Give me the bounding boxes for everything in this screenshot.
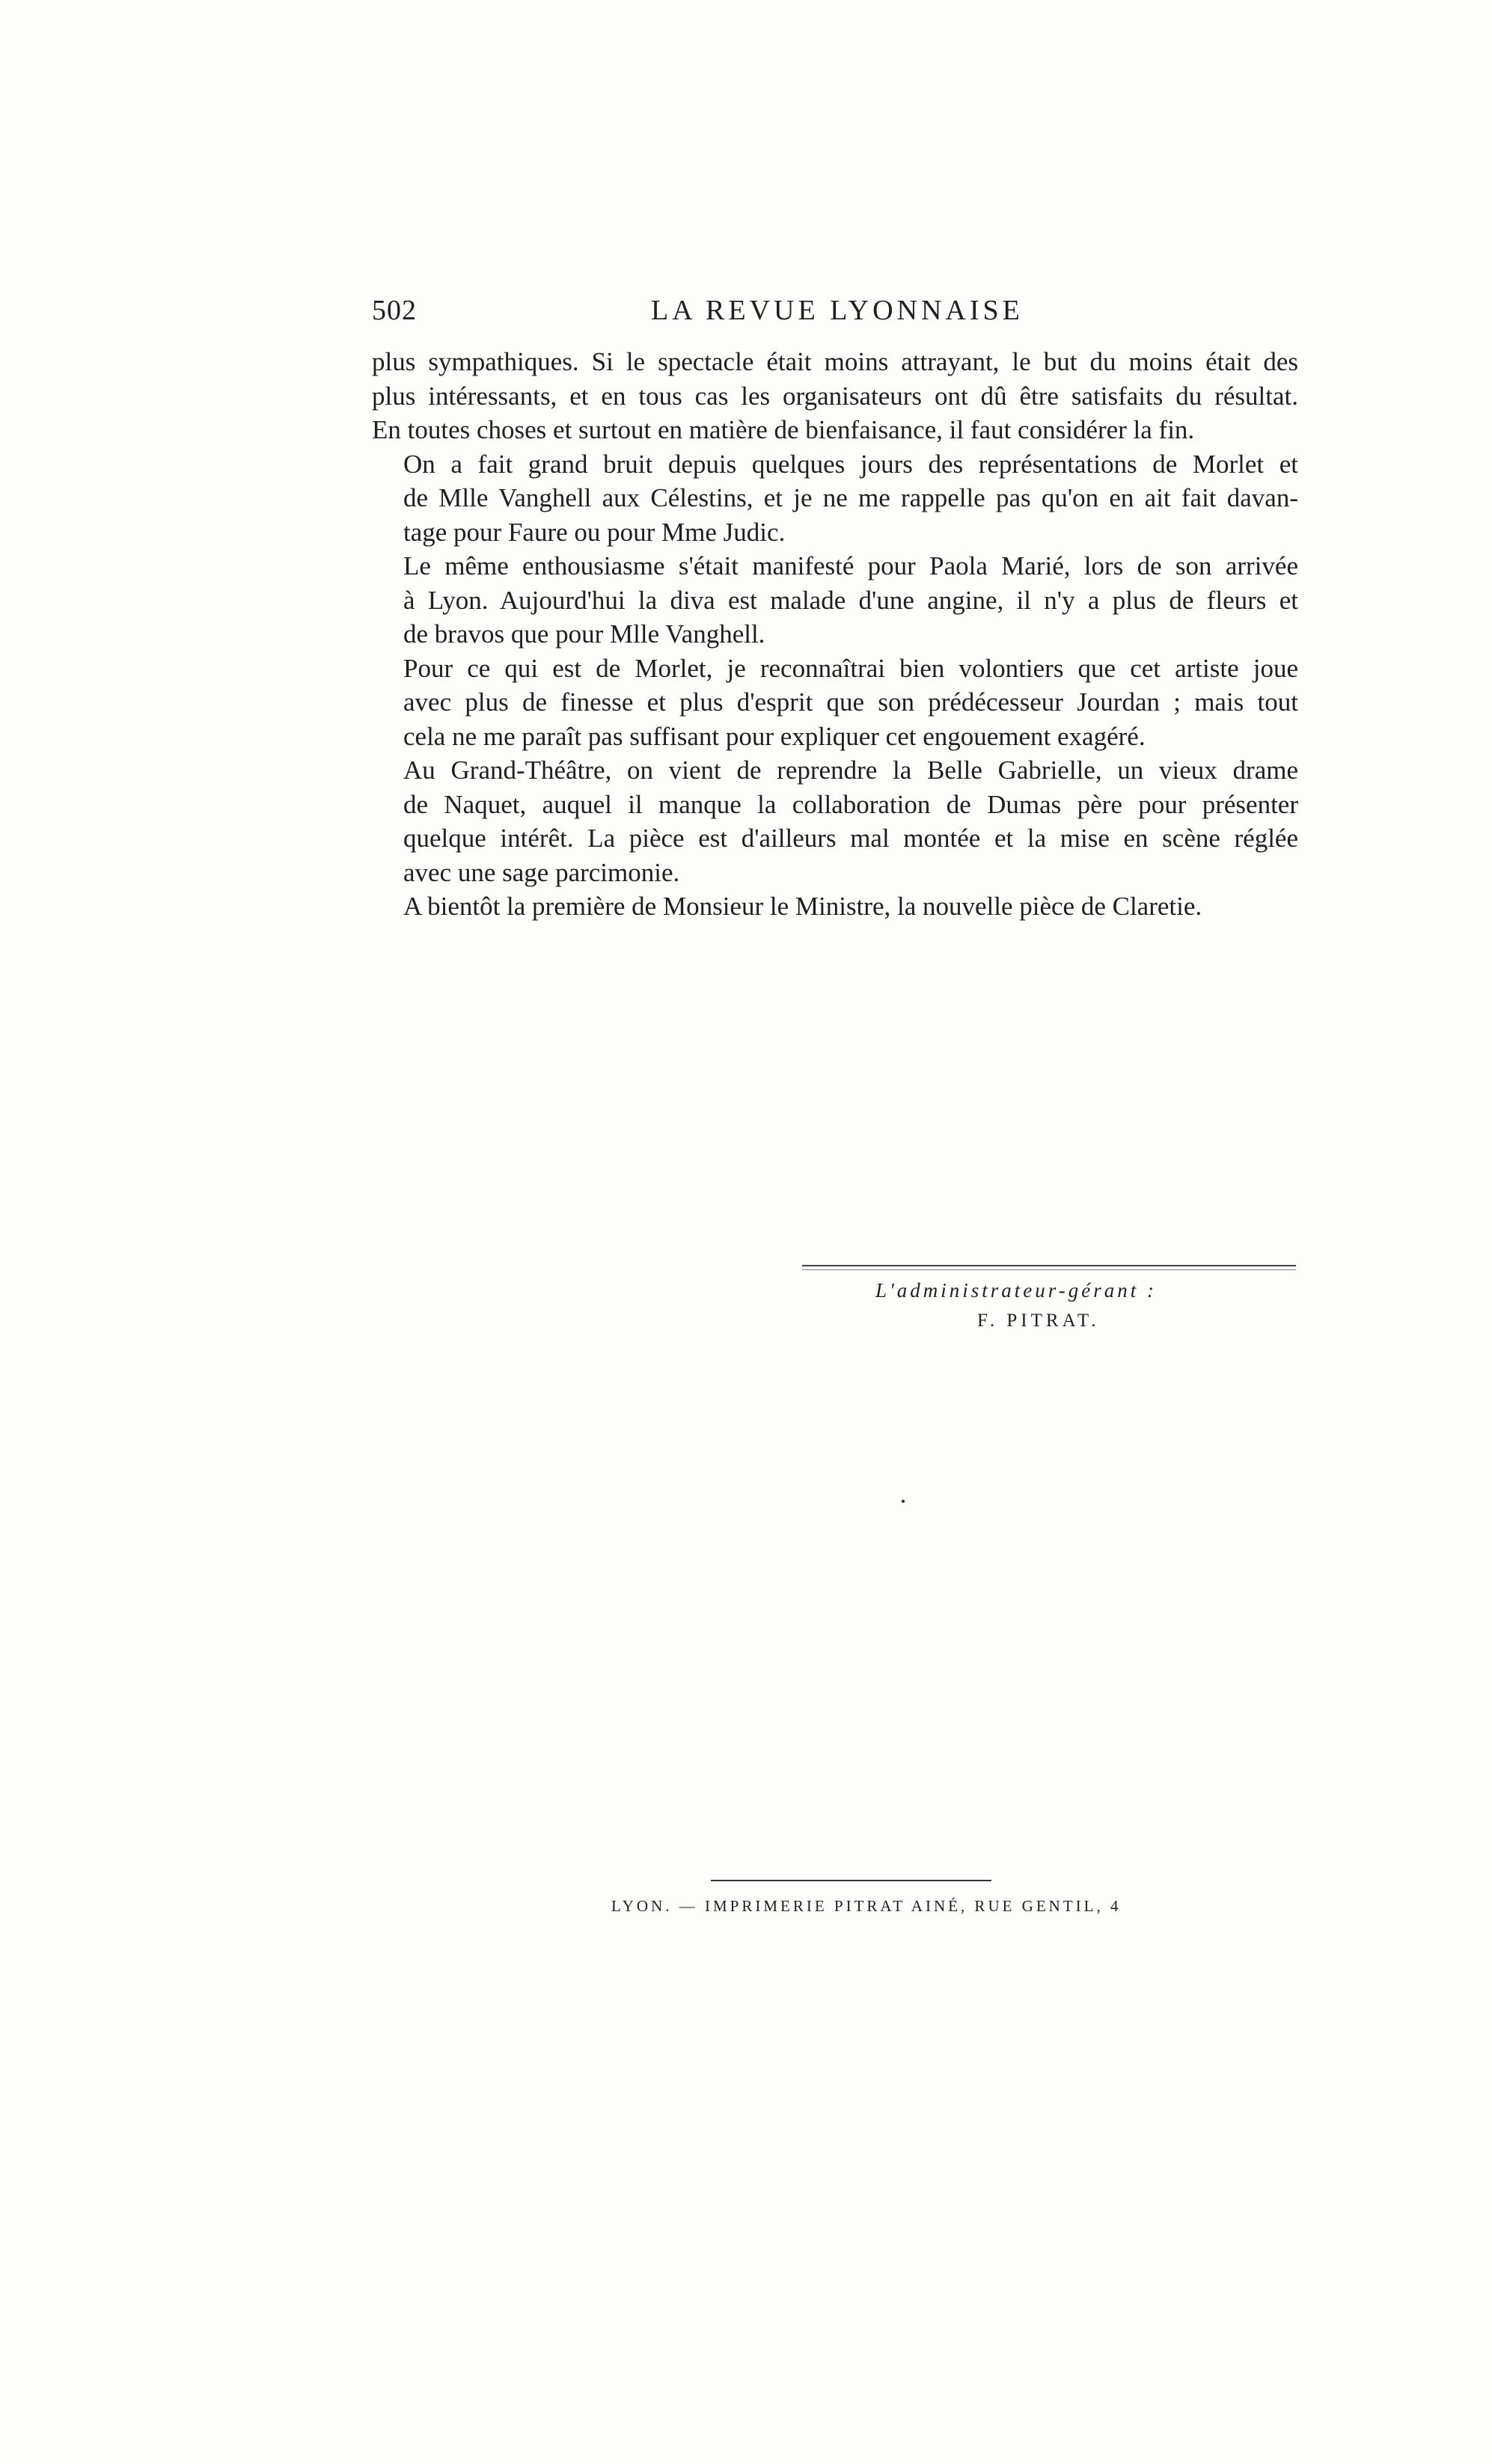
text-line: cela ne me paraît pas suffisant pour expliquer cet engouement exagéré.	[403, 721, 1146, 751]
text-line: Pour ce qui est de Morlet, je reconnaîtrai bien volontiers que cet artiste joue	[403, 653, 1298, 683]
paragraph	[372, 447, 1298, 550]
text-line: En toutes choses et surtout en matière de bienfaisance, il faut considérer la fin.	[372, 415, 1195, 444]
running-head	[372, 294, 1300, 331]
stray-dot	[902, 1500, 905, 1503]
page-number: 502	[372, 295, 417, 326]
text-line: plus sympathiques. Si le spectacle était moins attrayant, le but du moins était des	[372, 347, 1298, 376]
paragraph	[372, 549, 1298, 652]
text-line: avec une sage parcimonie.	[403, 857, 680, 887]
paragraph	[372, 753, 1298, 889]
paragraph	[372, 345, 1298, 447]
text-line: A bientôt la première de Monsieur le Ministre, la nouvelle pièce de Claretie.	[403, 892, 1202, 921]
text-line: à Lyon. Aujourd'hui la diva est malade d'une angine, il n'y a plus de fleurs et	[403, 585, 1298, 615]
text-line: Le même enthousiasme s'était manifesté pour Paola Marié, lors de son arrivée	[403, 551, 1298, 580]
paragraph	[372, 889, 1298, 924]
text-line: quelque intérêt. La pièce est d'ailleurs mal montée et la mise en scène réglée	[403, 824, 1298, 853]
signature-role: L'administrateur-gérant :	[875, 1279, 1157, 1302]
text-line: tage pour Faure ou pour Mme Judic.	[403, 517, 786, 547]
printer-imprint: LYON. — IMPRIMERIE PITRAT AINÉ, RUE GENTIL, 4	[611, 1897, 1122, 1915]
text-line: avec plus de finesse et plus d'esprit que son prédécesseur Jourdan ; mais tout	[403, 687, 1298, 717]
text-line: de Naquet, auquel il manque la collaboration de Dumas père pour présenter	[403, 789, 1298, 819]
signature-rule-thin	[802, 1269, 1296, 1270]
text-line: de Mlle Vanghell aux Célestins, et je ne me rappelle pas qu'on en ait fait davan-	[403, 483, 1298, 512]
text-line: On a fait grand bruit depuis quelques jours des représentations de Morlet et	[403, 449, 1298, 479]
text-line: plus intéressants, et en tous cas les organisateurs ont dû être satisfaits du résultat.	[372, 381, 1298, 411]
running-title: LA REVUE LYONNAISE	[651, 295, 1024, 326]
body-text	[372, 345, 1298, 924]
text-line: de bravos que pour Mlle Vanghell.	[403, 619, 765, 649]
signature-name: F. PITRAT.	[977, 1311, 1100, 1331]
imprint-rule	[711, 1880, 991, 1881]
text-line: Au Grand-Théâtre, on vient de reprendre la Belle Gabrielle, un vieux drame	[403, 756, 1298, 785]
signature-rule	[802, 1265, 1296, 1266]
paragraph	[372, 652, 1298, 754]
